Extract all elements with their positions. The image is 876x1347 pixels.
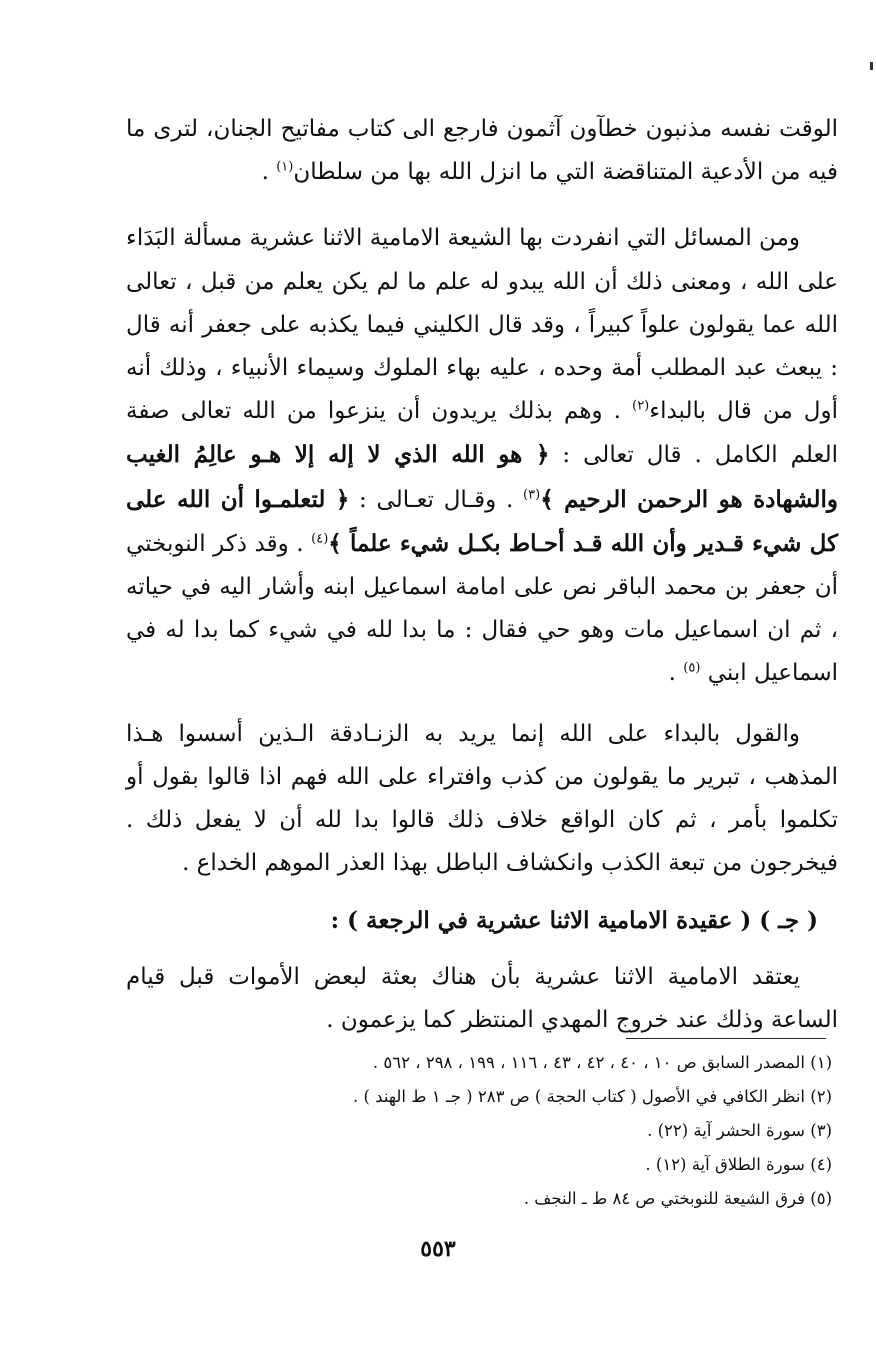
footnote-ref-3: (٣) xyxy=(523,486,541,502)
footnote-1: (١) المصدر السابق ص ١٠ ، ٤٠ ، ٤٢ ، ٤٣ ، ١١٦ ، ١٩٩ ، ٢٩٨ ، ٥٦٢ . xyxy=(372,1053,832,1072)
scan-mark xyxy=(870,62,873,70)
quran-verse-1: ﴿ هو الله الذي لا إله إلا هـو عالِمُ الغيب والشهادة هو الرحمن الرحيم ﴾ xyxy=(126,441,838,513)
page-number: ٥٥٣ xyxy=(420,1236,456,1262)
main-text xyxy=(126,108,838,1042)
footnotes xyxy=(120,1046,832,1216)
paragraph-2 xyxy=(126,217,838,695)
paragraph-1-tail: . xyxy=(261,159,277,186)
paragraph-3: والقول بالبداء على الله إنما يريد به الزنـادقة الـذين أسسوا هـذا المذهب ، تبرير ما يقولون من كذب وافتراء على الله فهم اذا قالوا بقول أو تكلموا بأمر ، ثم كان الواقع خلاف ذلك قالوا بدا لله أن لا يفعل ذلك . فيخرجون من تبعة الكذب وانكشاف الباطل بهذا العذر الموهم الخداع . xyxy=(126,720,838,877)
footnote-5: (٥) فرق الشيعة للنوبختي ص ٨٤ ط ـ النجف . xyxy=(523,1189,832,1208)
footnote-3: (٣) سورة الحشر آية (٢٢) . xyxy=(647,1121,832,1140)
footnote-2: (٢) انظر الكافي في الأصول ( كتاب الحجة ) ص ٢٨٣ ( جـ ١ ط الهند ) . xyxy=(352,1087,832,1106)
paragraph-2-text-b: . وهم بذلك يريدون أن ينزعوا من الله تعالى صفة العلم الكامل . قال تعالى : xyxy=(126,398,838,469)
paragraph-2-text-a: ومن المسائل التي انفردت بها الشيعة الامامية الاثنا عشرية مسألة البَدَاء على الله ، ومعنى ذلك أن الله يبدو له علم ما لم يكن يعلم من قبل ، تعالى الله عما يقولون علواً كبيراً ، وقد قال الكليني فيما يكذبه على جعفر أنه قال : يبعث عبد المطلب أمة وحده ، عليه بهاء الملوك وسيماء الأنبياء ، وذلك أنه أول من قال بالبداء xyxy=(126,225,838,425)
footnote-ref-5: (٥) xyxy=(683,660,701,676)
paragraph-1 xyxy=(126,108,838,194)
section-heading: ( جـ ) ( عقيدة الامامية الاثنا عشرية في الرجعة ) : xyxy=(330,907,818,935)
paragraph-1-text: الوقت نفسه مذنبون خطآون آثمون فارجع الى كتاب مفاتيح الجنان، لترى ما فيه من الأدعية المتناقضة التي ما انزل الله بها من سلطان xyxy=(126,116,838,186)
footnote-ref-2: (٢) xyxy=(632,398,650,414)
quran-verse-2: ﴿ لتعلمـوا أن الله على كل شيء قـدير وأن الله قـد أحـاط بكـل شيء علماً ﴾ xyxy=(126,485,838,557)
paragraph-2-text-d: . وقد ذكر النوبختي أن جعفر بن محمد الباقر نص على امامة اسماعيل ابنه وأشار اليه في حياته ، ثم ان اسماعيل مات وهو حي فقال : ما بدا لله في شيء كما بدا له في اسماعيل ابني xyxy=(126,530,838,687)
footnote-ref-4: (٤) xyxy=(311,531,329,547)
paragraph-4: يعتقد الامامية الاثنا عشرية بأن هناك بعثة لبعض الأموات قبل قيام الساعة وذلك عند خروج المهدي المنتظر كما يزعمون . xyxy=(126,963,838,1033)
paragraph-2-tail: . xyxy=(668,660,684,687)
footnote-separator xyxy=(626,1038,826,1039)
footnote-ref-1: (١) xyxy=(276,159,294,175)
footnote-4: (٤) سورة الطلاق آية (١٢) . xyxy=(645,1155,832,1174)
paragraph-2-text-c: . وقـال تعـالى : xyxy=(349,486,524,513)
